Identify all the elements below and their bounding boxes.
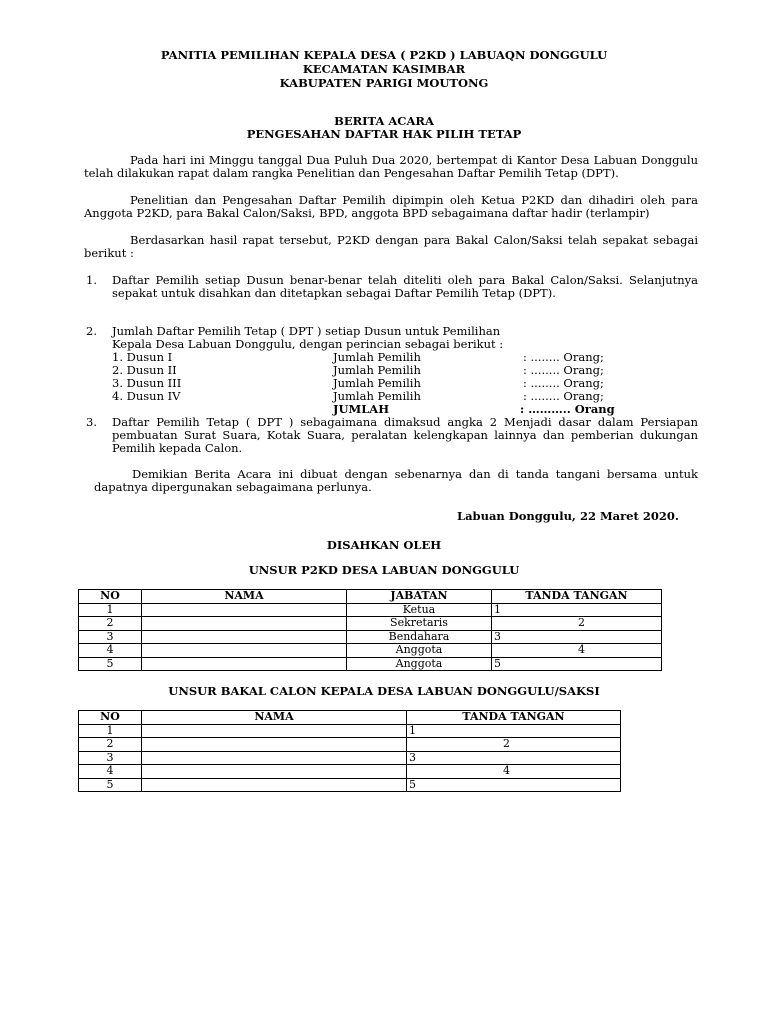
table-row: [79, 617, 662, 631]
row-ttd-right[interactable]: 4: [501, 765, 621, 779]
row-ttd-left[interactable]: [492, 617, 577, 631]
row-nama[interactable]: [142, 617, 347, 631]
row-nama[interactable]: [142, 657, 347, 671]
header-committee: PANITIA PEMILIHAN KEPALA DESA ( P2KD ) LABUAQN DONGGULU: [160, 48, 608, 62]
row-ttd-left[interactable]: [407, 738, 502, 752]
paragraph-result: Berdasarkan hasil rapat tersebut, P2KD dengan para Bakal Calon/Saksi telah sepakat sebagai berikut :: [84, 233, 698, 261]
col-no: NO: [79, 711, 142, 725]
row-nama[interactable]: [142, 630, 347, 644]
row-jabatan: Anggota: [347, 644, 492, 658]
table-row: [79, 657, 662, 671]
row-ttd-right[interactable]: [576, 630, 662, 644]
doc-title: BERITA ACARA: [334, 114, 434, 128]
row-nama[interactable]: [142, 738, 407, 752]
row-jabatan: Ketua: [347, 603, 492, 617]
row-ttd-right[interactable]: [576, 657, 662, 671]
table-row: [79, 751, 621, 765]
jumlah-label: JUMLAH: [333, 402, 390, 416]
point-2-line2: Kepala Desa Labuan Donggulu, dengan perincian sebagai berikut :: [112, 337, 504, 351]
row-ttd-left[interactable]: 3: [492, 630, 577, 644]
row-nama[interactable]: [142, 751, 407, 765]
table-header-row: [79, 711, 621, 725]
row-ttd-right[interactable]: 2: [576, 617, 662, 631]
dusun-4-value: : ........ Orang;: [523, 389, 604, 403]
dusun-1-value: : ........ Orang;: [523, 350, 604, 364]
table-row: [79, 738, 621, 752]
row-no: 2: [79, 617, 142, 631]
row-ttd-right[interactable]: 2: [501, 738, 621, 752]
row-jabatan: Anggota: [347, 657, 492, 671]
col-no: NO: [79, 590, 142, 604]
table-row: [79, 644, 662, 658]
row-no: 5: [79, 657, 142, 671]
row-ttd-left[interactable]: 1: [407, 724, 502, 738]
row-ttd-right[interactable]: 4: [576, 644, 662, 658]
col-tanda-tangan: TANDA TANGAN: [407, 711, 621, 725]
jumlah-value: : ……….. Orang: [520, 402, 615, 416]
row-no: 3: [79, 751, 142, 765]
table1-title: UNSUR P2KD DESA LABUAN DONGGULU: [248, 563, 520, 577]
header-district: KECAMATAN KASIMBAR: [302, 62, 466, 76]
row-nama[interactable]: [142, 644, 347, 658]
row-nama[interactable]: [142, 724, 407, 738]
p2kd-signature-table: [78, 589, 662, 671]
point-2-line1: Jumlah Daftar Pemilih Tetap ( DPT ) setiap Dusun untuk Pemilihan: [112, 324, 501, 338]
row-no: 4: [79, 765, 142, 779]
row-ttd-right[interactable]: [501, 778, 621, 792]
point-1-text: Daftar Pemilih setiap Dusun benar-benar telah diteliti oleh para Bakal Calon/Saksi. Selanjutnya sepakat untuk disahkan dan ditetapkan sebagai Daftar Pemilih Tetap (DPT).: [112, 273, 698, 301]
doc-subtitle: PENGESAHAN DAFTAR HAK PILIH TETAP: [246, 127, 522, 141]
row-jabatan: Sekretaris: [347, 617, 492, 631]
row-ttd-left[interactable]: [492, 644, 577, 658]
point-3-text: Daftar Pemilih Tetap ( DPT ) sebagaimana dimaksud angka 2 Menjadi dasar dalam Persiapan pembuatan Surat Suara, Kotak Suara, peralatan kelengkapan lainnya dan pemberian dukungan Pemilih kepada Calon.: [112, 415, 698, 456]
candidate-signature-table: [78, 710, 621, 792]
dusun-4-name: 4. Dusun IV: [112, 389, 181, 403]
header-regency: KABUPATEN PARIGI MOUTONG: [279, 76, 489, 90]
row-ttd-left[interactable]: 5: [492, 657, 577, 671]
table-row: [79, 603, 662, 617]
table-row: [79, 765, 621, 779]
col-nama: NAMA: [142, 711, 407, 725]
col-nama: NAMA: [142, 590, 347, 604]
row-no: 4: [79, 644, 142, 658]
table-row: [79, 778, 621, 792]
approved-by: DISAHKAN OLEH: [326, 538, 442, 552]
row-ttd-right[interactable]: [501, 724, 621, 738]
row-no: 3: [79, 630, 142, 644]
dusun-4-label: Jumlah Pemilih: [333, 389, 421, 403]
dusun-2-label: Jumlah Pemilih: [333, 363, 421, 377]
place-date: Labuan Donggulu, 22 Maret 2020.: [457, 509, 679, 523]
closing-paragraph: Demikian Berita Acara ini dibuat dengan sebenarnya dan di tanda tangani bersama untuk dapatnya dipergunakan sebagaimana perlunya.: [94, 467, 698, 495]
row-jabatan: Bendahara: [347, 630, 492, 644]
paragraph-meeting: Penelitian dan Pengesahan Daftar Pemilih dipimpin oleh Ketua P2KD dan dihadiri oleh para Anggota P2KD, para Bakal Calon/Saksi, BPD, anggota BPD sebagaimana daftar hadir (terlampir): [84, 193, 698, 221]
col-tanda-tangan: TANDA TANGAN: [492, 590, 662, 604]
dusun-1-label: Jumlah Pemilih: [333, 350, 421, 364]
table-row: [79, 630, 662, 644]
row-ttd-right[interactable]: [501, 751, 621, 765]
row-nama[interactable]: [142, 778, 407, 792]
table-row: [79, 724, 621, 738]
table2-title: UNSUR BAKAL CALON KEPALA DESA LABUAN DONGGULU/SAKSI: [168, 684, 600, 698]
paragraph-opening: Pada hari ini Minggu tanggal Dua Puluh Dua 2020, bertempat di Kantor Desa Labuan Donggulu telah dilakukan rapat dalam rangka Penelitian dan Pengesahan Daftar Pemilih Tetap (DPT).: [84, 153, 698, 181]
point-2-number: 2.: [86, 324, 97, 338]
row-no: 1: [79, 603, 142, 617]
dusun-2-value: : ........ Orang;: [523, 363, 604, 377]
dusun-3-label: Jumlah Pemilih: [333, 376, 421, 390]
row-ttd-left[interactable]: 3: [407, 751, 502, 765]
row-ttd-left[interactable]: 5: [407, 778, 502, 792]
dusun-2-name: 2. Dusun II: [112, 363, 177, 377]
row-no: 5: [79, 778, 142, 792]
col-jabatan: JABATAN: [347, 590, 492, 604]
row-nama[interactable]: [142, 603, 347, 617]
row-ttd-left[interactable]: 1: [492, 603, 577, 617]
point-3-number: 3.: [86, 415, 97, 429]
row-no: 2: [79, 738, 142, 752]
row-nama[interactable]: [142, 765, 407, 779]
point-1-number: 1.: [86, 273, 97, 287]
row-no: 1: [79, 724, 142, 738]
row-ttd-left[interactable]: [407, 765, 502, 779]
table-header-row: [79, 590, 662, 604]
row-ttd-right[interactable]: [576, 603, 662, 617]
dusun-3-value: : ........ Orang;: [523, 376, 604, 390]
dusun-1-name: 1. Dusun I: [112, 350, 173, 364]
dusun-3-name: 3. Dusun III: [112, 376, 182, 390]
